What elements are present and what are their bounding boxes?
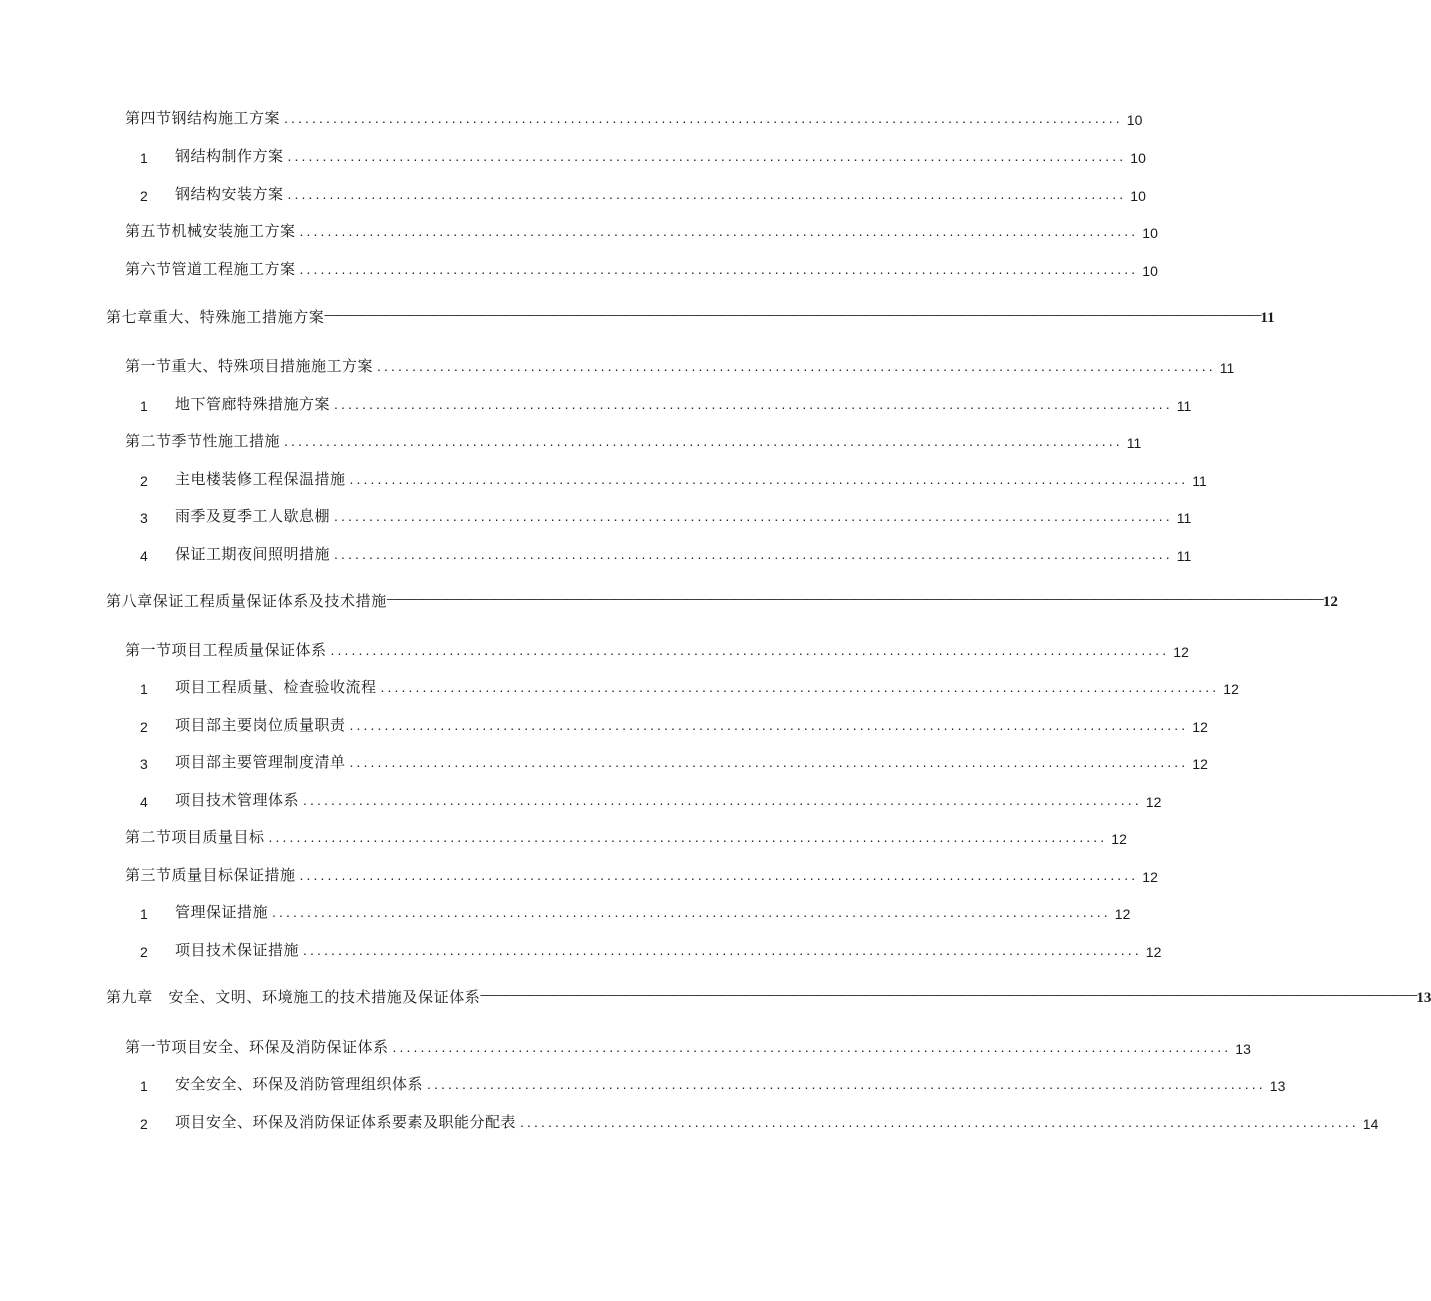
- toc-page-number: 11: [1260, 310, 1275, 326]
- toc-chapter-entry[interactable]: [106, 985, 1431, 1007]
- toc-entry-title: 项目部主要管理制度清单: [175, 753, 346, 771]
- toc-entry[interactable]: [140, 1110, 1379, 1132]
- toc-dot-leader: ........................................................................................................................: [299, 223, 1139, 239]
- toc-page-number: 12: [1142, 869, 1158, 885]
- toc-dot-leader: ........................................................................................................................: [284, 110, 1123, 126]
- toc-entry-number: 1: [140, 1078, 148, 1094]
- toc-entry-number: 1: [140, 398, 148, 414]
- toc-entry[interactable]: [125, 354, 1235, 376]
- toc-entry[interactable]: [140, 182, 1146, 204]
- toc-entry[interactable]: [125, 106, 1143, 128]
- toc-page-number: 11: [1176, 398, 1192, 414]
- toc-entry-title: 第一节重大、特殊项目措施施工方案: [125, 357, 374, 375]
- toc-entry-title: 管理保证措施: [175, 903, 269, 921]
- toc-page-number: 12: [1322, 594, 1338, 610]
- toc-entry[interactable]: [140, 392, 1192, 414]
- toc-dash-leader: ——————————————————————————————————————————————————————————————————————————————: [386, 591, 1323, 606]
- toc-page-number: 11: [1126, 435, 1142, 451]
- toc-entry-number: 3: [140, 510, 148, 526]
- toc-entry[interactable]: [140, 938, 1162, 960]
- toc-dot-leader: ........................................................................................................................: [272, 904, 1111, 920]
- toc-entry-title: 第七章重大、特殊施工措施方案: [106, 308, 325, 326]
- toc-entry-number: 3: [140, 756, 148, 772]
- toc-dot-leader: ........................................................................................................................: [334, 508, 1173, 524]
- toc-entry[interactable]: [140, 467, 1207, 489]
- toc-page-number: 12: [1192, 756, 1208, 772]
- toc-entry-number: 2: [140, 473, 148, 489]
- toc-entry[interactable]: [125, 219, 1158, 241]
- toc-entry-number: 1: [140, 681, 148, 697]
- toc-entry-title: 钢结构制作方案: [175, 147, 284, 165]
- toc-entry-number: 1: [140, 150, 148, 166]
- toc-entry-title: 钢结构安装方案: [175, 185, 284, 203]
- toc-dash-leader: ——————————————————————————————————————————————————————————————————————————————: [480, 987, 1417, 1002]
- toc-entry-title: 项目技术保证措施: [175, 941, 300, 959]
- toc-entry-title: 项目技术管理体系: [175, 791, 300, 809]
- toc-dot-leader: ........................................................................................................................: [377, 358, 1216, 374]
- toc-entry-title: 第一节项目安全、环保及消防保证体系: [125, 1038, 389, 1056]
- toc-page-number: 10: [1126, 112, 1143, 128]
- toc-page-number: 13: [1269, 1078, 1286, 1094]
- toc-entry[interactable]: [140, 144, 1146, 166]
- toc-page-number: 12: [1192, 719, 1208, 735]
- toc-entry-number: 1: [140, 906, 148, 922]
- toc-entry[interactable]: [125, 825, 1127, 847]
- toc-entry-title: 第九章 安全、文明、环境施工的技术措施及保证体系: [106, 988, 481, 1006]
- toc-entry-number: 2: [140, 719, 148, 735]
- toc-page-number: 10: [1142, 225, 1158, 241]
- toc-chapter-entry[interactable]: [106, 305, 1275, 327]
- toc-dot-leader: ........................................................................................................................: [334, 546, 1173, 562]
- toc-entry-title: 地下管廊特殊措施方案: [175, 395, 331, 413]
- toc-entry-title: 第四节钢结构施工方案: [125, 109, 281, 127]
- toc-entry-title: 项目安全、环保及消防保证体系要素及职能分配表: [175, 1113, 517, 1131]
- toc-page-number: 10: [1130, 150, 1146, 166]
- toc-entry-title: 安全安全、环保及消防管理组织体系: [175, 1075, 424, 1093]
- toc-entry[interactable]: [140, 542, 1192, 564]
- toc-chapter-entry[interactable]: [106, 589, 1338, 611]
- toc-page-number: 11: [1219, 360, 1235, 376]
- toc-dot-leader: ........................................................................................................................: [392, 1039, 1232, 1055]
- toc-page-number: 13: [1416, 990, 1431, 1006]
- toc-entry-title: 第五节机械安装施工方案: [125, 222, 296, 240]
- toc-page-number: 11: [1192, 473, 1207, 489]
- toc-dot-leader: ........................................................................................................................: [287, 148, 1127, 164]
- toc-dot-leader: ........................................................................................................................: [287, 186, 1127, 202]
- toc-entry-title: 第二节项目质量目标: [125, 828, 265, 846]
- toc-entry[interactable]: [125, 1035, 1251, 1057]
- toc-entry-title: 第一节项目工程质量保证体系: [125, 641, 327, 659]
- toc-page-number: 11: [1176, 548, 1192, 564]
- toc-entry[interactable]: [140, 1072, 1286, 1094]
- toc-entry-number: 4: [140, 548, 148, 564]
- toc-dot-leader: ........................................................................................................................: [299, 867, 1139, 883]
- toc-entry-title: 第三节质量目标保证措施: [125, 866, 296, 884]
- toc-dot-leader: ........................................................................................................................: [427, 1076, 1266, 1092]
- toc-dot-leader: ........................................................................................................................: [299, 261, 1139, 277]
- toc-page-number: 12: [1145, 794, 1162, 810]
- toc-dot-leader: ........................................................................................................................: [349, 754, 1189, 770]
- toc-entry[interactable]: [125, 257, 1158, 279]
- toc-entry[interactable]: [140, 504, 1192, 526]
- toc-entry-number: 4: [140, 794, 148, 810]
- toc-dot-leader: ........................................................................................................................: [284, 433, 1123, 449]
- toc-entry-title: 主电楼装修工程保温措施: [175, 470, 346, 488]
- toc-entry-number: 2: [140, 944, 148, 960]
- toc-dot-leader: ........................................................................................................................: [334, 396, 1173, 412]
- toc-entry[interactable]: [140, 900, 1131, 922]
- toc-entry[interactable]: [125, 429, 1142, 451]
- toc-dot-leader: ........................................................................................................................: [268, 829, 1108, 845]
- toc-page-number: 12: [1173, 644, 1189, 660]
- toc-entry[interactable]: [140, 750, 1208, 772]
- toc-dot-leader: ........................................................................................................................: [303, 792, 1142, 808]
- toc-page-number: 10: [1130, 188, 1146, 204]
- toc-page-number: 13: [1235, 1041, 1251, 1057]
- toc-entry-title: 项目部主要岗位质量职责: [175, 716, 346, 734]
- toc-page-number: 11: [1176, 510, 1192, 526]
- toc-entry-title: 项目工程质量、检查验收流程: [175, 678, 377, 696]
- toc-page-number: 10: [1142, 263, 1158, 279]
- toc-entry-number: 2: [140, 188, 148, 204]
- toc-page-number: 12: [1111, 831, 1127, 847]
- toc-dash-leader: ——————————————————————————————————————————————————————————————————————————————: [324, 307, 1261, 322]
- toc-page-number: 12: [1145, 944, 1162, 960]
- toc-dot-leader: ........................................................................................................................: [330, 642, 1170, 658]
- toc-entry[interactable]: [140, 788, 1162, 810]
- toc-dot-leader: ........................................................................................................................: [303, 942, 1142, 958]
- toc-entry-title: 第二节季节性施工措施: [125, 432, 281, 450]
- toc-dot-leader: ........................................................................................................................: [520, 1114, 1359, 1130]
- toc-entry[interactable]: [140, 713, 1208, 735]
- toc-entry-title: 第六节管道工程施工方案: [125, 260, 296, 278]
- toc-entry[interactable]: [125, 863, 1158, 885]
- toc-page-number: 12: [1223, 681, 1239, 697]
- toc-entry[interactable]: [140, 675, 1239, 697]
- toc-entry-title: 保证工期夜间照明措施: [175, 545, 331, 563]
- toc-page-number: 14: [1362, 1116, 1379, 1132]
- toc-dot-leader: ........................................................................................................................: [349, 717, 1189, 733]
- toc-page-number: 12: [1114, 906, 1131, 922]
- toc-entry-title: 第八章保证工程质量保证体系及技术措施: [106, 592, 387, 610]
- toc-entry-number: 2: [140, 1116, 148, 1132]
- toc-dot-leader: ........................................................................................................................: [380, 679, 1220, 695]
- toc-entry-title: 雨季及夏季工人歇息棚: [175, 507, 331, 525]
- toc-dot-leader: ........................................................................................................................: [349, 471, 1189, 487]
- toc-entry[interactable]: [125, 638, 1189, 660]
